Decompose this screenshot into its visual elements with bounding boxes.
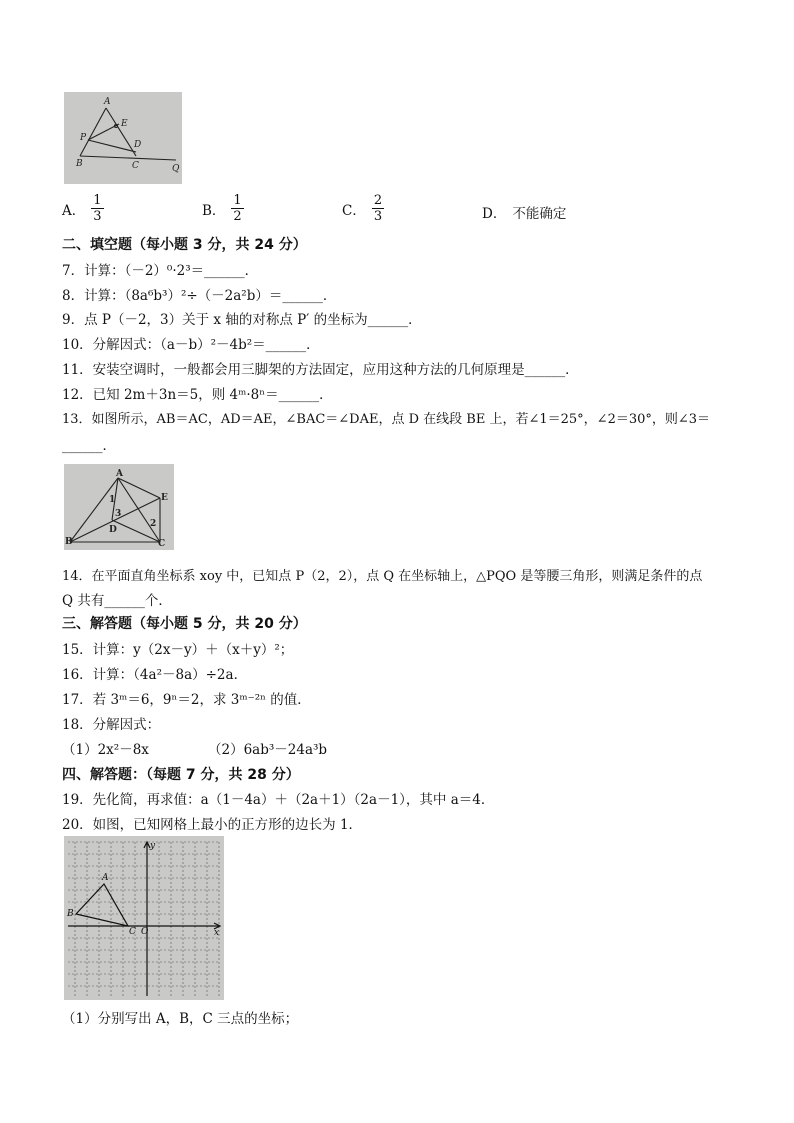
- question-13: 13．如图所示，AB＝AC，AD＝AE，∠BAC＝∠DAE，点 D 在线段 BE 上，若∠1＝25°，∠2＝30°，则∠3＝: [62, 412, 711, 427]
- question-15: 15．计算：y（2x－y）＋（x＋y）²；: [62, 642, 294, 658]
- option-b: B． $\frac{1}{2}$: [202, 193, 242, 224]
- question-16: 16．计算：（4a²－8a）÷2a．: [62, 667, 248, 683]
- option-a: A． $\frac{1}{3}$: [62, 193, 102, 224]
- fig1-label: C: [132, 161, 139, 171]
- question-14: 14．在平面直角坐标系 xoy 中，已知点 P（2，2），点 Q 在坐标轴上，△PQO 是等腰三角形，则满足条件的点: [62, 569, 703, 584]
- fig3-label: C: [129, 927, 136, 937]
- question-12: 12．已知 2m＋3n＝5，则 4ᵐ·8ⁿ＝______．: [62, 387, 333, 403]
- fig1-label: D: [134, 140, 142, 150]
- coordinate-grid-figure: [64, 836, 224, 1000]
- fig3-label: x: [214, 928, 220, 938]
- fig2-label: 3: [115, 509, 122, 519]
- question-18-part-2: （2）6ab³－24a³b: [208, 742, 328, 758]
- fig2-label: A: [116, 469, 123, 479]
- triangle-figure-1: [64, 92, 182, 184]
- question-20: 20．如图，已知网格上最小的正方形的边长为 1．: [62, 817, 363, 833]
- option-c: C． $\frac{2}{3}$: [342, 193, 383, 224]
- fig2-label: E: [161, 493, 168, 503]
- question-10: 10．分解因式：（a－b）²－4b²＝______．: [62, 337, 320, 353]
- question-20-part-1: （1）分别写出 A，B，C 三点的坐标；: [62, 1011, 299, 1027]
- question-11: 11．安装空调时，一般都会用三脚架的方法固定，应用这种方法的几何原理是______．: [62, 362, 579, 378]
- fig3-label: A: [102, 873, 109, 883]
- fig2-label: D: [109, 525, 117, 535]
- fig2-label: 2: [150, 519, 157, 529]
- fig1-label: P: [80, 133, 87, 143]
- fig1-label: B: [76, 159, 83, 169]
- section-heading: 四、解答题：（每题 7 分，共 28 分）: [62, 767, 300, 783]
- fig3-label: y: [150, 841, 156, 851]
- question-17: 17．若 3ᵐ＝6，9ⁿ＝2，求 3ᵐ⁻²ⁿ 的值．: [62, 692, 311, 708]
- fig3-label: B: [67, 909, 74, 919]
- fig1-label: A: [104, 97, 111, 107]
- question-7: 7．计算：（－2）⁰·2³＝______．: [62, 263, 259, 279]
- fig1-label: E: [121, 119, 128, 129]
- triangle-figure-2: [64, 464, 174, 550]
- fig3-label: O: [141, 927, 149, 937]
- question-18: 18．分解因式：: [62, 717, 161, 733]
- fig1-label: Q: [172, 164, 180, 174]
- section-heading: 三、解答题（每小题 5 分，共 20 分）: [62, 616, 307, 632]
- fig2-label: C: [158, 539, 166, 549]
- question-13-blank: ______．: [62, 438, 116, 454]
- question-8: 8．计算：（8a⁶b³）²÷（－2a²b）＝______．: [62, 288, 337, 304]
- option-d: D． 不能确定: [482, 206, 567, 222]
- fig2-label: B: [65, 537, 73, 547]
- question-18-part-1: （1）2x²－8x: [62, 742, 149, 758]
- question-19: 19．先化简，再求值：a（1－4a）＋（2a＋1）（2a－1），其中 a＝4．: [62, 792, 495, 808]
- fig2-label: 1: [109, 495, 116, 505]
- question-9: 9．点 P（－2，3）关于 x 轴的对称点 P′ 的坐标为______．: [62, 312, 422, 328]
- section-heading: 二、填空题（每小题 3 分，共 24 分）: [62, 237, 307, 253]
- question-14-cont: Q 共有______个．: [62, 593, 172, 609]
